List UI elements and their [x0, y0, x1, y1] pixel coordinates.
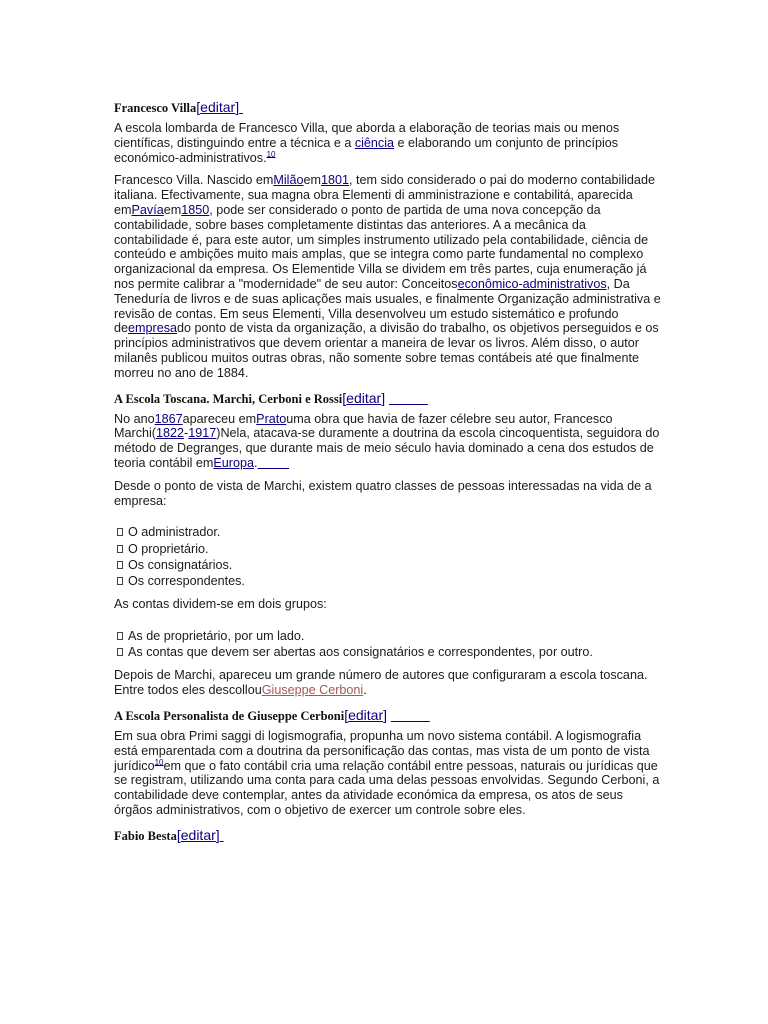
heading-escola-personalista: A Escola Personalista de Giuseppe Cerboni[editar] — [114, 706, 662, 725]
edit-section-link[interactable]: [editar] — [196, 99, 240, 115]
link-europa[interactable]: Europa — [213, 455, 255, 470]
reference-10[interactable]: 10 — [154, 757, 164, 767]
paragraph-marchi-classes: Desde o ponto de vista de Marchi, existem quatro classes de pessoas interessadas na vida de a empresa: — [114, 478, 652, 508]
list-grupos — [114, 628, 662, 660]
link-1801[interactable]: 1801 — [320, 173, 349, 188]
bullet-box-icon — [117, 528, 123, 536]
list-item: Os correspondentes. — [114, 573, 662, 589]
bullet-box-icon — [117, 561, 123, 569]
paragraph-cerboni: Em sua obra Primi saggi di logismografia, propunha um novo sistema contábil. A logismografia está emparentada com a doutrina da personificação das contas, mas vista de um ponto de vista jurídico$^{10}$em que o fato contábil cria uma relação contábil entre pessoas, naturais ou jurídicas que se registram, utilizando uma conta para cada uma delas pessoas envolvidas. Segundo Cerboni, a contabilidade deve contemplar, antes da atividade económica da empresa, os atos de seus órgãos administrativos, com o objetivo de exercer um controle sobre eles. — [114, 728, 660, 817]
list-classes — [114, 524, 662, 589]
link-empresa[interactable]: empresa — [128, 321, 178, 336]
link-economico-administrativos[interactable]: econômico-administrativos — [457, 276, 607, 291]
link-ciencia[interactable]: ciência — [354, 135, 395, 150]
heading-francesco-villa: Francesco Villa[editar] — [114, 98, 662, 117]
link-1850[interactable]: 1850 — [181, 202, 210, 217]
heading-fabio-besta: Fabio Besta[editar] — [114, 826, 662, 845]
link-milao[interactable]: Milão — [273, 173, 304, 188]
edit-section-link[interactable]: [editar] — [342, 389, 389, 406]
paragraph-contas-grupos: As contas dividem-se em dois grupos: — [114, 597, 327, 612]
article-body — [114, 98, 662, 849]
bullet-box-icon — [117, 545, 123, 553]
link-pavia[interactable]: Pavía — [131, 202, 164, 217]
bullet-box-icon — [117, 577, 123, 585]
link-1822[interactable]: 1822 — [155, 426, 185, 441]
list-item: O proprietário. — [114, 541, 662, 557]
link-1917[interactable]: 1917 — [188, 426, 217, 441]
bullet-box-icon — [117, 648, 123, 656]
reference-10[interactable]: 10 — [266, 149, 276, 159]
paragraph-depois-marchi: Depois de Marchi, apareceu um grande número de autores que configuraram a escola toscana. Entre todos eles descollouGiuseppe Cerboni. — [114, 668, 648, 698]
heading-escola-toscana: A Escola Toscana. Marchi, Cerboni e Rossi[editar] — [114, 389, 662, 408]
link-prato[interactable]: Prato — [256, 411, 287, 426]
paragraph-villa-bio: Francesco Villa. Nascido emMilãoem1801, tem sido considerado o pai do moderno contabilidade italiana. Efectivamente, sua magna obra Elementi di amministrazione e contabilitá, aparecida emPavíaem1850, pode ser considerado o ponto de partida de uma nova concepção da contabilidade, sobre bases completamente distintas das anteriores. A a mecânica da contabilidade é, para este autor, um simples instrumento utilizado pela contabilidade, ciência de conteúdo e ambições muito mais amplas, que se integra como parte fundamental no complexo organizacional da empresa. Os Elementide Villa se dividem em três partes, cuja enumeração já nos permite calibrar a "modernidade" de seu autor: Conceitoseconômico-administrativos, Da Teneduría de livros e de suas aplicações mais usuales, e finalmente Organização administrativa e revisão de contas. Em seus Elementi, Villa desenvolveu um estudo sistemático e profundo deempresado ponto de vista da organização, a divisão do trabalho, os objetivos perseguidos e os princípios administrativos que devem orientar a maneira de levar os livros. Além disso, o autor milanês publicou muitos outras obras, não somente sobre temas contábeis até que finalmente morreu no ano de 1884. — [114, 173, 661, 380]
edit-section-link[interactable]: [editar] — [176, 826, 220, 843]
link-1867[interactable]: 1867 — [154, 411, 183, 426]
list-item: O administrador. — [114, 524, 662, 540]
list-item: Os consignatários. — [114, 557, 662, 573]
list-item: As contas que devem ser abertas aos consignatários e correspondentes, por outro. — [114, 644, 662, 660]
edit-section-link[interactable]: [editar] — [344, 706, 391, 723]
paragraph-marchi: No ano1867apareceu emPratouma obra que havia de fazer célebre seu autor, Francesco Marchi(1822-1917)Nela, atacava-se duramente a doutrina da escola cincoquentista, seguidora do método de Degranges, que durante mais de meio século havia dominado a cena dos estudos de teoria contábil emEuropa. — [114, 411, 660, 470]
bullet-box-icon — [117, 632, 123, 640]
paragraph-villa-intro: A escola lombarda de Francesco Villa, que aborda a elaboração de teorias mais ou menos científicas, distinguindo entre a técnica e a ciência e elaborando um conjunto de princípios económico-administrativos.$^{10}$ — [114, 121, 620, 165]
link-giuseppe-cerboni[interactable]: Giuseppe Cerboni — [261, 683, 364, 698]
list-item: As de proprietário, por um lado. — [114, 628, 662, 644]
